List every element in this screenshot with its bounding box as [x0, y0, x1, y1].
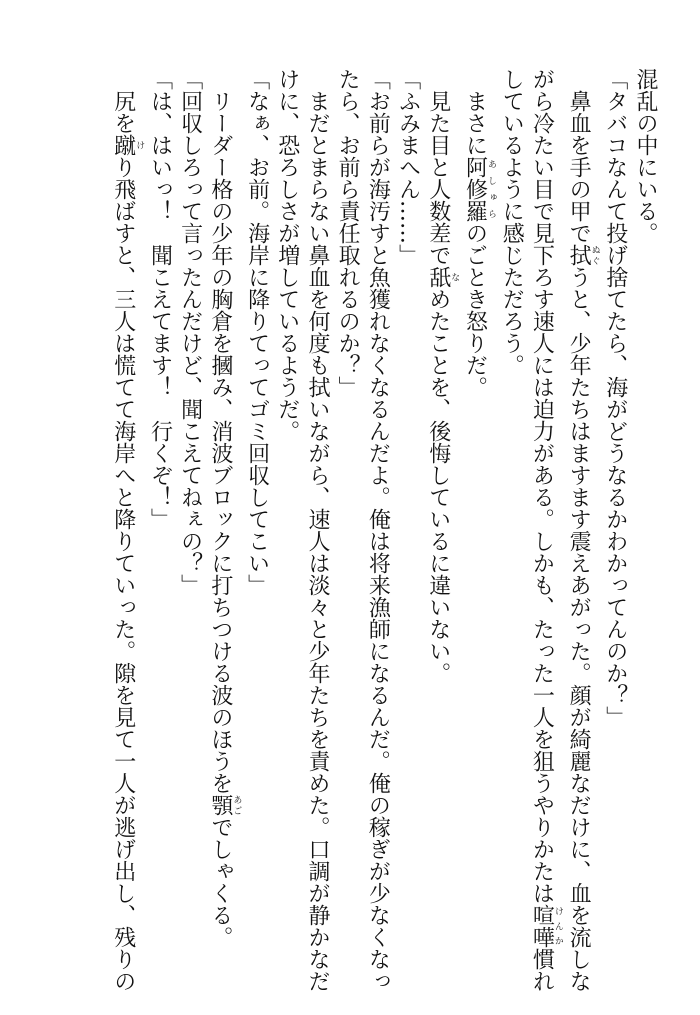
vertical-text-body	[50, 68, 660, 992]
text-line-11: まだとまらない鼻血を何度も拭いながら、速人は淡々と少年たちを責めた。口調が静かなだ	[304, 68, 330, 992]
text-line-10: たら、お前ら責任取れるのか？」	[335, 68, 361, 398]
text-line-5: しているように感じただろう。	[499, 68, 525, 376]
ruby-ke: け	[134, 134, 145, 156]
text-line-17: 尻を蹴けり飛ばすと、三人は慌てて海岸へと降りていった。隙を見て一人が逃げ出し、残りの	[110, 68, 145, 992]
text-line-4: がら冷たい目で見下ろす速人には迫力がある。しかも、たった一人を狙うやりかたは喧嘩けんか慣れ	[529, 68, 563, 992]
text-line-9: 「お前らが海汚すと魚獲れなくなるんだよ。俺は将来漁師になるんだ。俺の稼ぎが少なくなっ	[365, 68, 391, 992]
text-line-13: 「なぁ、お前。海岸に降りてってゴミ回収してこい」	[244, 68, 270, 596]
ruby-na: な	[449, 266, 460, 288]
text-line-8: 「ふみまへん……」	[395, 68, 421, 266]
text-line-2: 「タバコなんて投げ捨てたら、海がどうなるかわかってんのか？」	[602, 68, 628, 728]
text-line-6: まさに阿修羅あしゅらのごとき怒りだ。	[462, 68, 496, 398]
text-line-7: 見た目と人数差で舐なめたことを、後悔しているに違いない。	[425, 68, 460, 684]
text-line-16: 「は、はいっ！ 聞こえてます！ 行くぞ！」	[147, 68, 173, 530]
text-line-1: 混乱の中にいる。	[633, 68, 658, 244]
text-line-15: 「回収しろって言ったんだけど、聞こえてねぇの？」	[177, 68, 203, 596]
text-line-12: けに、恐ろしさが増しているようだ。	[274, 68, 300, 442]
text-line-3: 鼻血を手の甲で拭ぬぐうと、少年たちはますます震えあがった。顔が綺麗なだけに、血を流しな	[566, 68, 600, 992]
text-line-14: リーダー格の少年の胸倉を摑み、消波ブロックに打ちつける波のほうを顎あごでしゃくる。	[207, 68, 242, 948]
ruby-nugu: ぬぐ	[589, 244, 600, 266]
ruby-ago: あご	[231, 794, 242, 816]
ruby-ashura: あしゅら	[485, 156, 496, 222]
ruby-kenka: けんか	[552, 904, 563, 948]
